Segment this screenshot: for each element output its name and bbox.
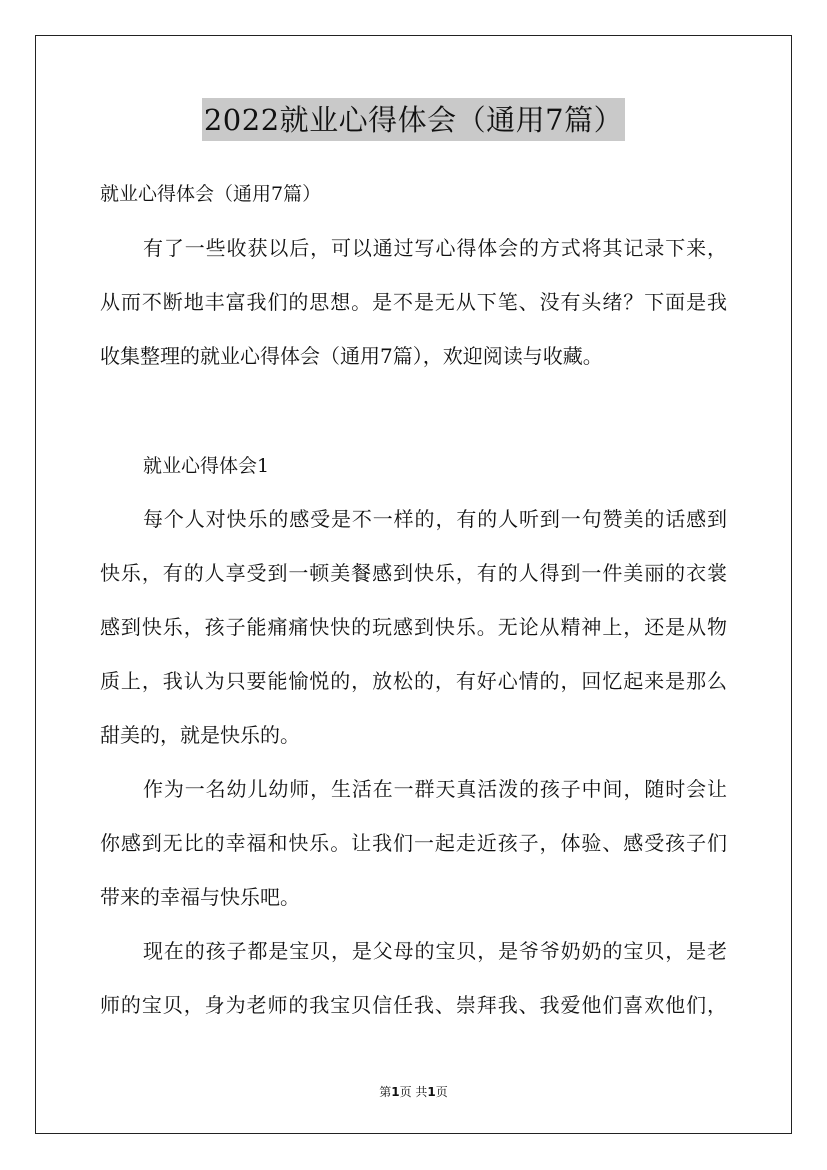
document-title: 2022就业心得体会（通用7篇） [202,98,625,141]
footer-page-current: 1 [391,1085,400,1099]
para2-line-1: 作为一名幼儿幼师，生活在一群天真活泼的孩子中间，随时会让 [143,777,727,801]
footer-page-total: 1 [427,1085,436,1099]
document-subtitle: 就业心得体会（通用7篇） [100,183,322,205]
para2-line-3: 带来的幸福与快乐吧。 [100,885,300,909]
para1-line-1: 每个人对快乐的感受是不一样的，有的人听到一句赞美的话感到 [143,507,727,531]
para2-line-2: 你感到无比的幸福和快乐。让我们一起走近孩子，体验、感受孩子们 [100,831,727,855]
para1-line-5: 甜美的，就是快乐的。 [100,723,300,747]
footer-page-prefix: 第 [379,1085,392,1099]
title-container [0,98,827,141]
para1-line-2: 快乐，有的人享受到一顿美餐感到快乐，有的人得到一件美丽的衣裳 [100,561,727,585]
intro-line-1: 有了一些收获以后，可以通过写心得体会的方式将其记录下来， [143,236,727,260]
section-heading: 就业心得体会1 [143,455,270,477]
page-footer [0,1084,827,1100]
intro-line-2: 从而不断地丰富我们的思想。是不是无从下笔、没有头绪？下面是我 [100,290,727,314]
intro-line-3: 收集整理的就业心得体会（通用7篇），欢迎阅读与收藏。 [100,344,603,368]
footer-page-mid: 页 共 [399,1085,428,1099]
para1-line-4: 质上，我认为只要能愉悦的，放松的，有好心情的，回忆起来是那么 [100,669,727,693]
para3-line-2: 师的宝贝，身为老师的我宝贝信任我、崇拜我、我爱他们喜欢他们， [100,993,727,1017]
para1-line-3: 感到快乐，孩子能痛痛快快的玩感到快乐。无论从精神上，还是从物 [100,615,727,639]
footer-page-suffix: 页 [435,1085,448,1099]
para3-line-1: 现在的孩子都是宝贝，是父母的宝贝，是爷爷奶奶的宝贝，是老 [143,939,727,963]
